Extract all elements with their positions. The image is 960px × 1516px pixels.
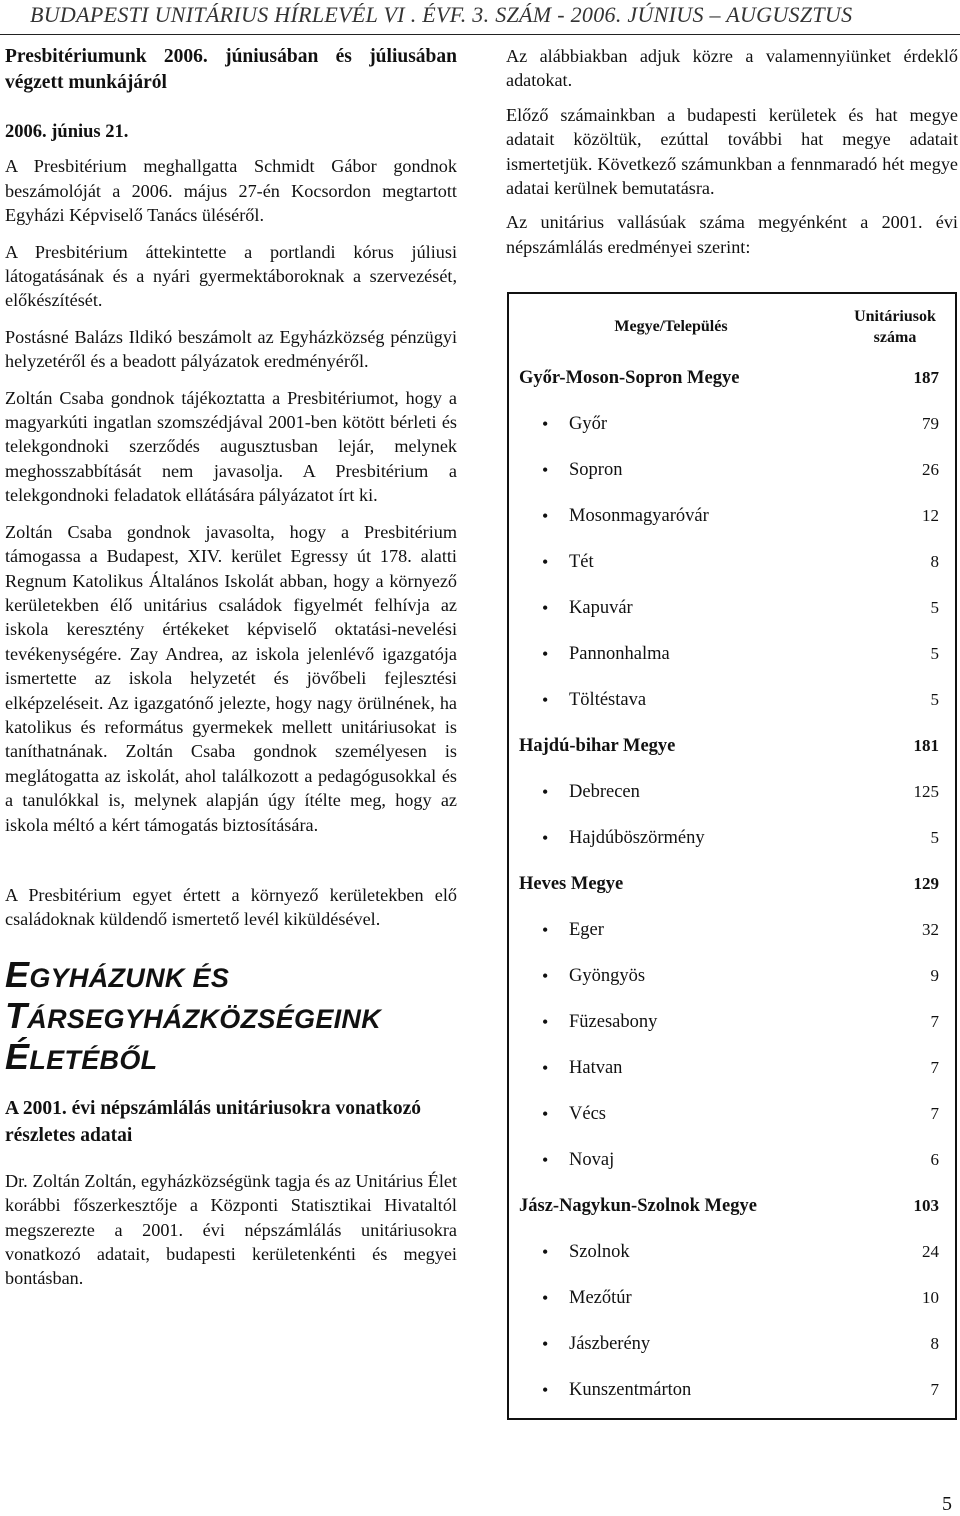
left-column [5, 44, 457, 1303]
unitarian-count: 5 [930, 644, 939, 663]
column-header-count-line: Unitáriusok [854, 308, 936, 325]
location-name: Mezőtúr [569, 1288, 632, 1308]
town-row [509, 1002, 955, 1048]
town-row [509, 1094, 955, 1140]
paragraph: A Presbitérium áttekintette a portlandi kórus júliusi látogatásának és a nyári gyermektáboroknak a szervezését, előkészítését. [5, 241, 457, 311]
location-name: Füzesabony [569, 1012, 658, 1032]
section-title-line [5, 1035, 457, 1079]
location-name: Heves Megye [519, 874, 624, 894]
unitarian-count: 6 [930, 1150, 939, 1169]
bullet-icon: • [542, 644, 549, 664]
bullet-icon: • [542, 920, 549, 940]
county-row [509, 726, 955, 772]
paragraph: Az alábbiakban adjuk közre a valamennyiünket érdeklő adatokat. [506, 46, 958, 91]
bullet-icon: • [542, 598, 549, 618]
location-name: Jász-Nagykun-Szolnok Megye [519, 1196, 757, 1216]
unitarian-count: 24 [922, 1242, 939, 1261]
location-name: Jászberény [569, 1334, 651, 1354]
location-name: Győr [569, 414, 608, 434]
town-row [509, 450, 955, 496]
county-row [509, 358, 955, 404]
section-title-line [5, 994, 457, 1038]
location-name: Tét [569, 552, 594, 572]
unitarian-count: 7 [930, 1380, 939, 1399]
location-name: Gyöngyös [569, 966, 646, 986]
location-name: Mosonmagyaróvár [569, 506, 709, 526]
bullet-icon: • [542, 1012, 549, 1032]
location-name: Kunszentmárton [569, 1380, 692, 1400]
section-title-text: ÁRSEGYHÁZKÖZSÉGEINK [27, 1003, 382, 1034]
census-table [507, 292, 957, 1420]
paragraph: Az unitárius vallásúak száma megyénként a 2001. évi népszámlálás eredményei szerint: [506, 212, 958, 257]
town-row [509, 1048, 955, 1094]
unitarian-count: 129 [913, 874, 939, 893]
column-header-count [833, 306, 957, 348]
town-row [509, 1232, 955, 1278]
location-name: Töltéstava [569, 690, 647, 710]
town-row [509, 818, 955, 864]
town-row [509, 542, 955, 588]
bullet-icon: • [542, 966, 549, 986]
bullet-icon: • [542, 782, 549, 802]
unitarian-count: 7 [930, 1058, 939, 1077]
location-name: Kapuvár [569, 598, 633, 618]
column-header-count-line: száma [873, 329, 917, 346]
bullet-icon: • [542, 1288, 549, 1308]
unitarian-count: 8 [930, 1334, 939, 1353]
unitarian-count: 10 [922, 1288, 939, 1307]
location-name: Szolnok [569, 1242, 630, 1262]
unitarian-count: 79 [922, 414, 939, 433]
town-row [509, 1278, 955, 1324]
paragraph: Postásné Balázs Ildikó beszámolt az Egyházközség pénzügyi helyzetéről és a beadott pályázatok eredményéről. [5, 326, 457, 372]
town-row [509, 772, 955, 818]
page-header [0, 0, 960, 35]
town-row [509, 404, 955, 450]
bullet-icon: • [542, 1150, 549, 1170]
unitarian-count: 181 [913, 736, 939, 755]
town-row [509, 634, 955, 680]
location-name: Novaj [569, 1150, 615, 1170]
town-row [509, 680, 955, 726]
unitarian-count: 103 [913, 1196, 939, 1215]
table-header [509, 294, 955, 358]
bullet-icon: • [542, 552, 549, 572]
town-row [509, 496, 955, 542]
section-title-text: GYHÁZUNK ÉS [29, 962, 230, 993]
unitarian-count: 187 [913, 368, 939, 387]
unitarian-count: 5 [930, 828, 939, 847]
bullet-icon: • [542, 690, 549, 710]
paragraph: A Presbitérium meghallgatta Schmidt Gábor gondnok beszámolóját a 2006. május 27-én Kocsordon megtartott Egyházi Képviselő Tanács üléséről. [5, 156, 457, 226]
unitarian-count: 5 [930, 690, 939, 709]
section-title [5, 953, 457, 1079]
location-name: Eger [569, 920, 604, 940]
location-name: Hajdúböszörmény [569, 828, 705, 848]
location-name: Vécs [569, 1104, 606, 1124]
location-name: Győr-Moson-Sopron Megye [519, 368, 740, 388]
bullet-icon: • [542, 1058, 549, 1078]
bullet-icon: • [542, 1104, 549, 1124]
unitarian-count: 5 [930, 598, 939, 617]
paragraph: Dr. Zoltán Zoltán, egyházközségünk tagja és az Unitárius Élet korábbi főszerkesztője a Központi Statisztikai Hivataltól megszerezte a 2001. évi népszámlálás unitáriusokra vonatkozó adatait, budapesti kerületenkénti és megyei bontásban. [5, 1170, 457, 1289]
county-row [509, 1186, 955, 1232]
subheading: A 2001. évi népszámlálás unitáriusokra vonatkozó részletes adatai [5, 1097, 422, 1146]
page-number: 5 [942, 1493, 952, 1515]
location-name: Debrecen [569, 782, 640, 802]
unitarian-count: 9 [930, 966, 939, 985]
bullet-icon: • [542, 828, 549, 848]
unitarian-count: 32 [922, 920, 939, 939]
article-heading: Presbitériumunk 2006. júniusában és júliusában végzett munkájáról [5, 46, 457, 93]
bullet-icon: • [542, 1380, 549, 1400]
paragraph: Előző számainkban a budapesti kerületek és hat megye adatait közöltük, ezúttal további hat megye adatait ismertetjük. Következő számunkban a fennmaradó hét megye adatai kerülnek bemutatásra. [506, 104, 958, 199]
town-row [509, 588, 955, 634]
bullet-icon: • [542, 1334, 549, 1354]
location-name: Pannonhalma [569, 644, 670, 664]
location-name: Sopron [569, 460, 623, 480]
town-row [509, 1324, 955, 1370]
location-name: Hajdú-bihar Megye [519, 736, 676, 756]
unitarian-count: 26 [922, 460, 939, 479]
section-title-text: LETÉBŐL [29, 1044, 158, 1075]
bullet-icon: • [542, 1242, 549, 1262]
unitarian-count: 125 [913, 782, 939, 801]
town-row [509, 1140, 955, 1186]
spacer [5, 849, 457, 883]
paragraph: Zoltán Csaba gondnok tájékoztatta a Presbitériumot, hogy a magyarkúti ingatlan szomszédjával 2001-ben kötött bérleti és telekgondnoki szerződés augusztusban lejár, melynek meghosszabbítását nem javasolja. A Presbitérium a telekgondnoki feladatok ellátására pályázatot írt ki. [5, 387, 457, 506]
meeting-date: 2006. június 21. [5, 122, 129, 142]
column-header-location: Megye/Település [614, 318, 728, 335]
drop-initial: E [5, 953, 30, 995]
newsletter-title: BUDAPESTI UNITÁRIUS HÍRLEVÉL VI . ÉVF. 3. SZÁM - 2006. JÚNIUS – AUGUSZTUS [30, 2, 853, 27]
unitarian-count: 12 [922, 506, 939, 525]
town-row [509, 956, 955, 1002]
right-column [506, 44, 958, 269]
unitarian-count: 7 [930, 1104, 939, 1123]
location-name: Hatvan [569, 1058, 623, 1078]
bullet-icon: • [542, 414, 549, 434]
paragraph: Zoltán Csaba gondnok javasolta, hogy a Presbitérium támogassa a Budapest, XIV. kerület Egressy út 178. alatti Regnum Katolikus Általános Iskolát abban, hogy a környező kerületekben élő unitárius családok figyelmét felhívja az iskola keresztény értékeket képviselő oktatási-nevelési tevékenységére. Zay Andrea, az iskola jelenlévő igazgatója ismertette az iskola helyzetét és jövőbeli fejlesztési elképzeléseit. Az igazgatónő jelezte, hogy nagy örülnének, ha katolikus és református gyermekek mellett unitáriusokat is taníthatnának. Zoltán Csaba gondnok személyesen is meglátogatta az iskolát, ahol találkozott a pedagógusokkal és a tanulókkal is, melynek alapján úgy ítélte meg, hogy az iskola méltó a kért támogatás biztosítására. [5, 521, 457, 835]
unitarian-count: 7 [930, 1012, 939, 1031]
drop-initial: T [5, 994, 28, 1036]
town-row [509, 1370, 955, 1416]
bullet-icon: • [542, 506, 549, 526]
town-row [509, 910, 955, 956]
bullet-icon: • [542, 460, 549, 480]
drop-initial: É [5, 1035, 30, 1077]
section-title-line [5, 953, 457, 997]
paragraph: A Presbitérium egyet értett a környező kerületekben elő családoknak küldendő ismertető levél kiküldésével. [5, 884, 457, 930]
county-row [509, 864, 955, 910]
unitarian-count: 8 [930, 552, 939, 571]
